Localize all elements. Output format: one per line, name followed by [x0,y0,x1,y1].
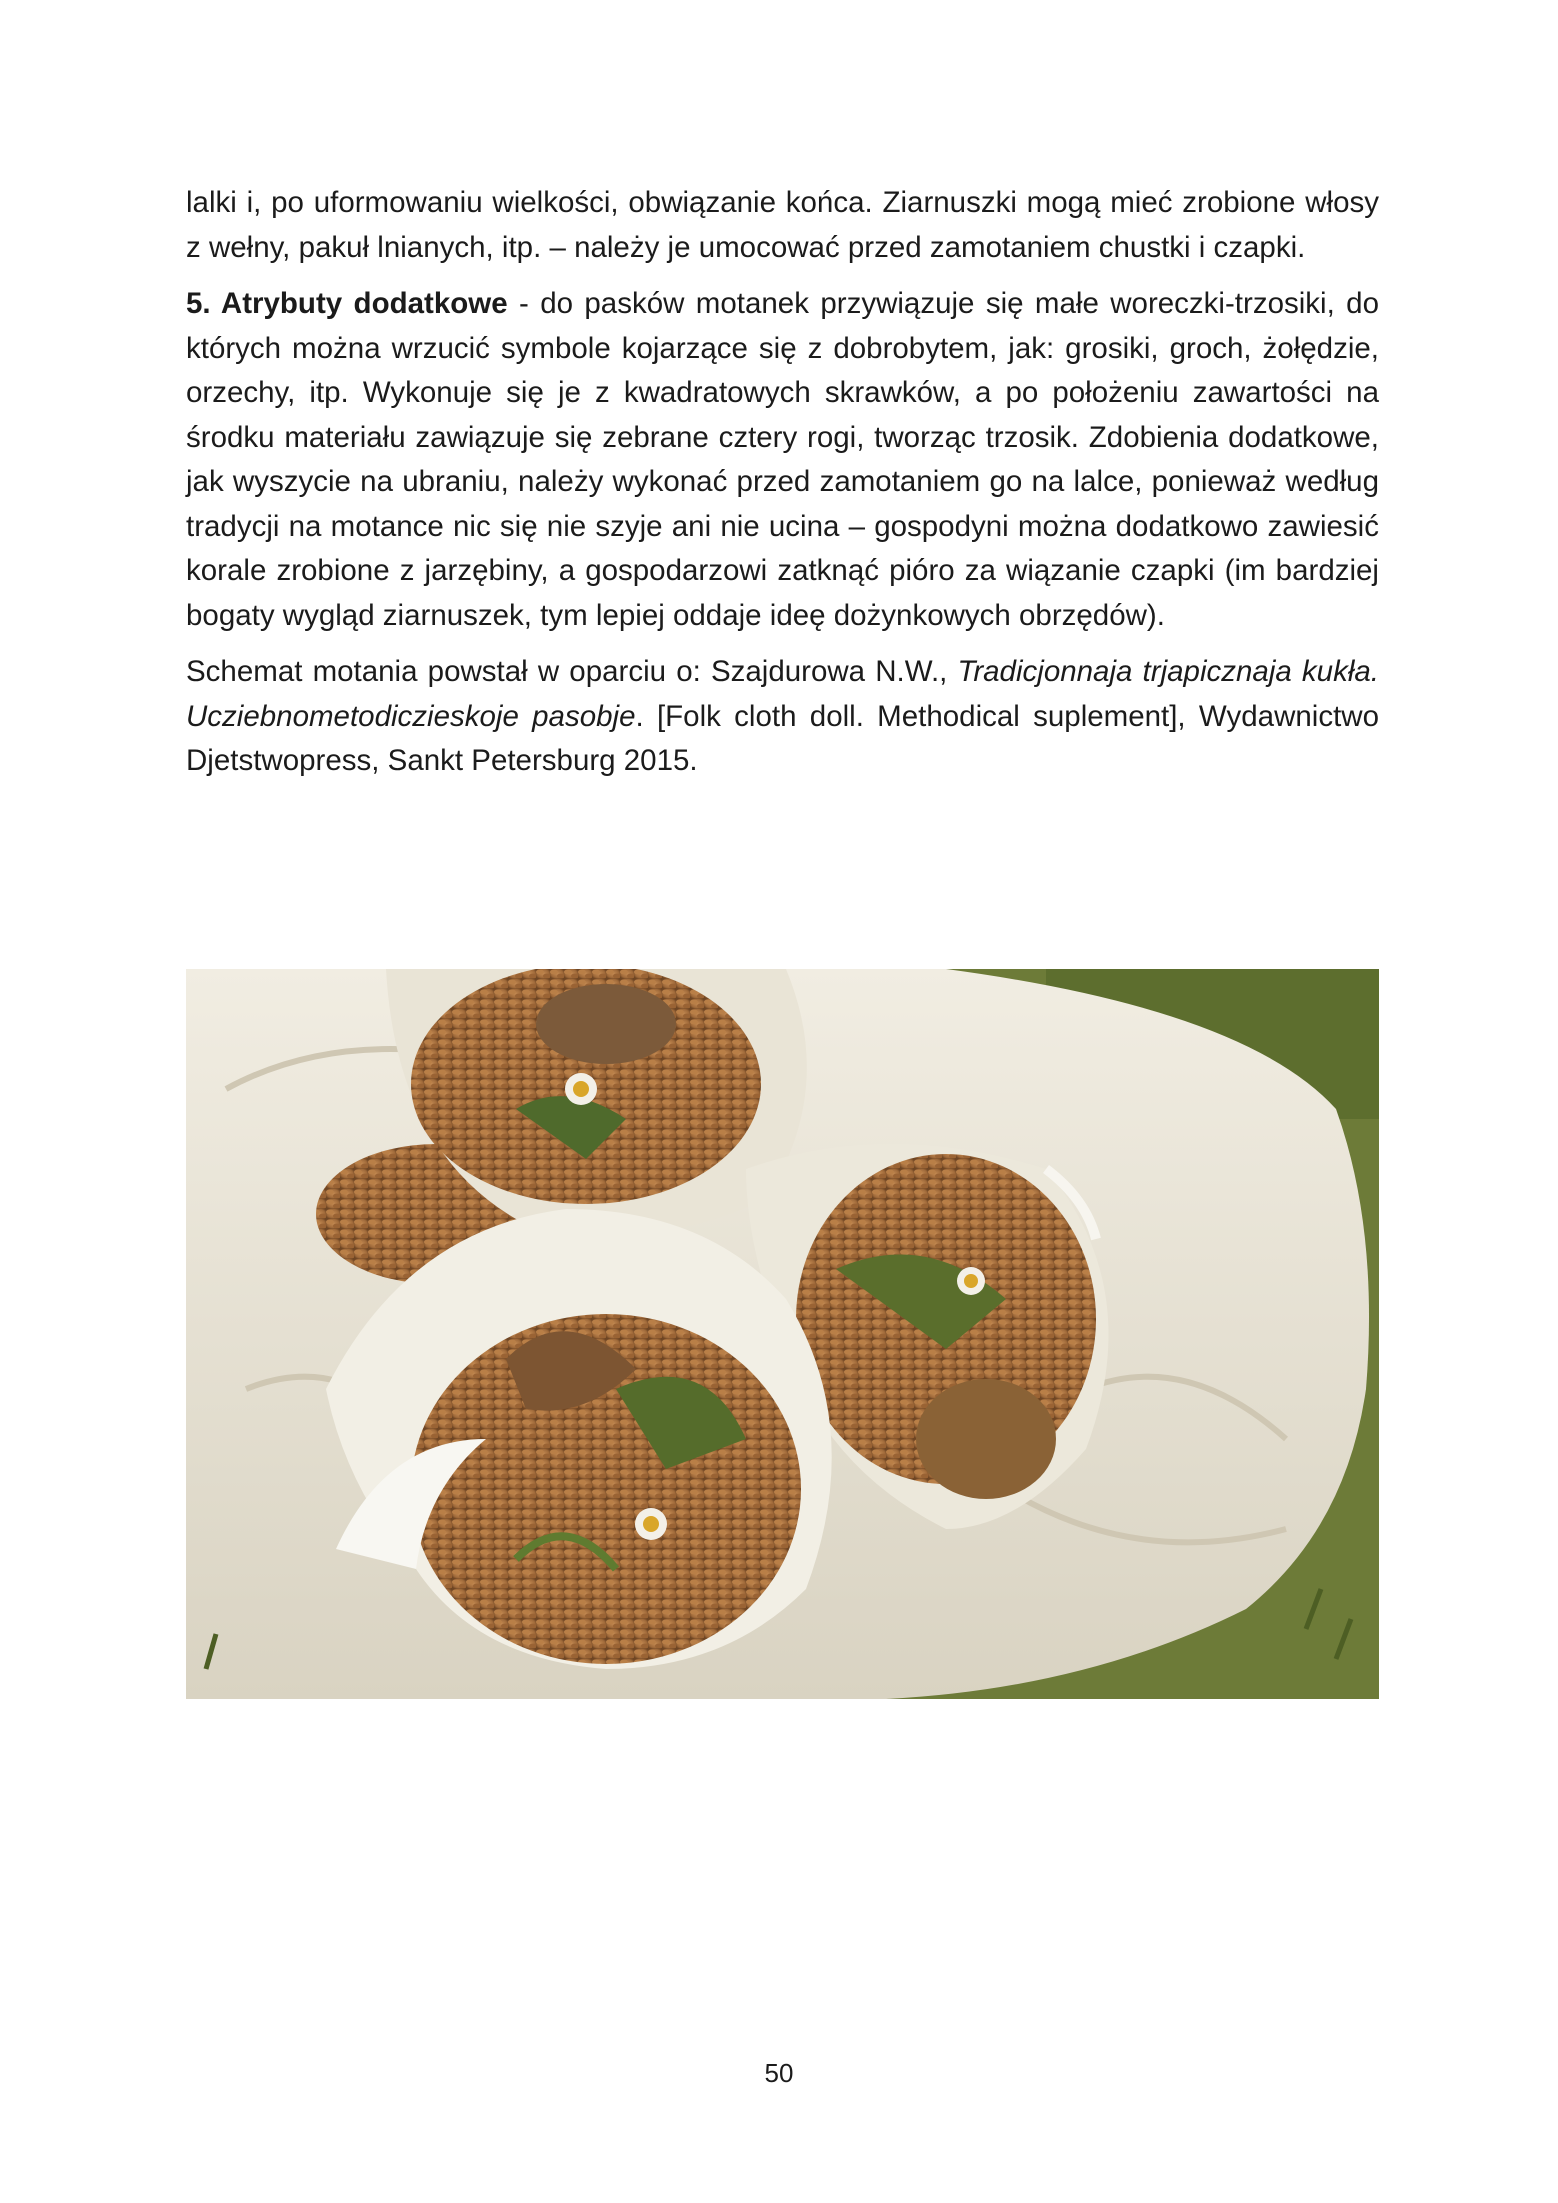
source-prefix: Schemat motania powstał w oparciu o: Szajdurowa N.W., [186,655,958,688]
grain-pouches-photo [186,969,1379,1699]
section-body: - do pasków motanek przywiązuje się małe woreczki-trzosiki, do których można wrzucić symbole kojarzące się z dobrobytem, jak: grosiki, groch, żołędzie, orzechy, itp. Wykonuje się je z kwadratowych skrawków, a po położeniu zawartości na środku materiału zawiązuje się zebrane cztery rogi, tworząc trzosik. Zdobienia dodatkowe, jak wyszycie na ubraniu, należy wykonać przed zamotaniem go na lalce, ponieważ według tradycji na motance nic się nie szyje ani nie ucina – gospodyni można dodatkowo zawiesić korale zrobione z jarzębiny, a gospodarzowi zatknąć pióro za wiązanie czapki (im bardziej bogaty wygląd ziarnuszek, tym lepiej oddaje ideę dożynkowych obrzędów). [186,287,1379,632]
page-number: 50 [764,2058,794,2088]
photo-illustration [186,969,1379,1699]
section-heading: 5. Atrybuty dodatkowe [186,287,508,320]
source-title: Tradicjonnaja trjapicznaja kukła. Ucziebnometodiczieskoje pasobje [186,655,1379,733]
paragraph-source [186,650,1379,784]
body-text [186,181,1379,796]
paragraph-attributes [186,282,1379,638]
paragraph-continuation: lalki i, po uformowaniu wielkości, obwiązanie końca. Ziarnuszki mogą mieć zrobione włosy z wełny, pakuł lnianych, itp. – należy je umocować przed zamotaniem chustki i czapki. [186,186,1379,264]
source-suffix: . [Folk cloth doll. Methodical suplement], Wydawnictwo Djetstwopress, Sankt Petersburg 2015. [186,699,1379,777]
